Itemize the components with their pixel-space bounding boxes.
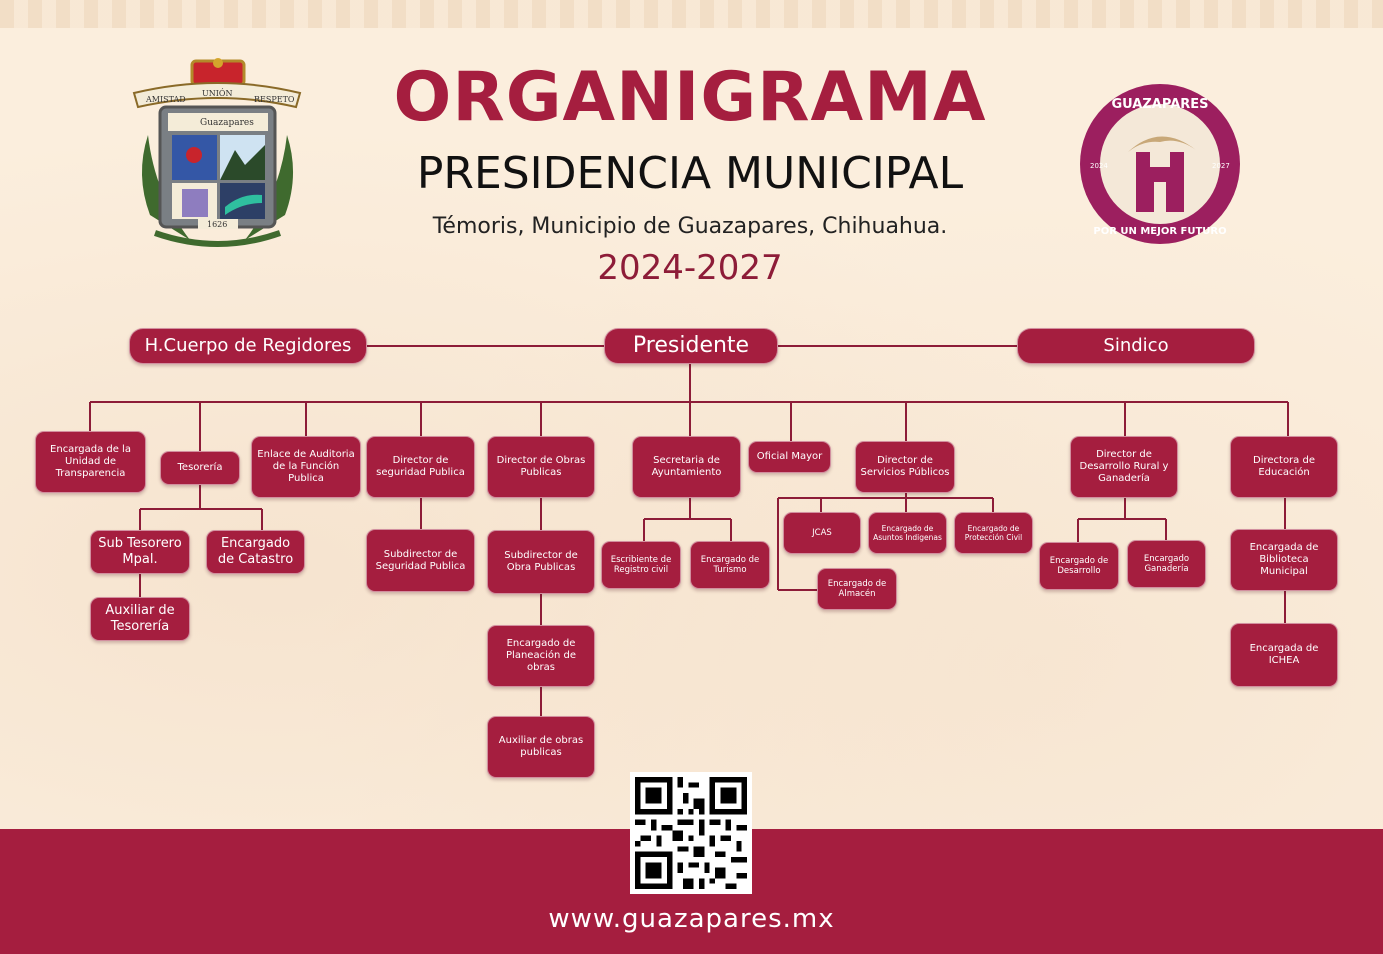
page-subtitle: PRESIDENCIA MUNICIPAL — [416, 148, 964, 199]
node-presidente: Presidente — [604, 328, 778, 364]
svg-text:UNIÓN: UNIÓN — [202, 89, 233, 98]
seal-year-right: 2027 — [1212, 162, 1230, 170]
node-proteccion-civil: Encargado de Protección Civil — [954, 512, 1033, 554]
node-oficial-mayor: Oficial Mayor — [748, 441, 831, 473]
node-almacen: Encargado de Almacén — [817, 568, 897, 610]
svg-text:RESPETO: RESPETO — [254, 95, 295, 104]
node-catastro: Encargado de Catastro — [206, 530, 305, 574]
node-sindico: Sindico — [1017, 328, 1255, 364]
node-registro-civil: Escribiente de Registro civil — [601, 541, 681, 589]
node-biblioteca: Encargada de Biblioteca Municipal — [1230, 529, 1338, 591]
node-auxiliar-obras: Auxiliar de obras publicas — [487, 716, 595, 778]
node-asuntos-indigenas: Encargado de Asuntos Indigenas — [868, 512, 947, 554]
node-subdirector-obras: Subdirector de Obra Publicas — [487, 530, 595, 594]
seal-bottom-text: POR UN MEJOR FUTURO — [1093, 226, 1227, 237]
node-regidores: H.Cuerpo de Regidores — [129, 328, 367, 364]
node-auditoria: Enlace de Auditoria de la Función Publica — [251, 436, 361, 498]
seal-top-text: GUAZAPARES — [1111, 97, 1209, 112]
node-desarrollo-rural: Director de Desarrollo Rural y Ganadería — [1070, 436, 1178, 498]
node-encargado-ganaderia: Encargado Ganadería — [1127, 540, 1206, 588]
node-encargado-desarrollo: Encargado de Desarrollo — [1039, 542, 1119, 590]
qr-code[interactable] — [630, 772, 752, 894]
node-transparencia: Encargada de la Unidad de Transparencia — [35, 431, 146, 493]
svg-text:AMISTAD: AMISTAD — [146, 95, 186, 104]
seal-year-left: 2024 — [1090, 162, 1108, 170]
node-secretaria: Secretaria de Ayuntamiento — [632, 436, 741, 498]
node-sub-tesorero: Sub Tesorero Mpal. — [90, 530, 190, 574]
page-title: ORGANIGRAMA — [393, 58, 987, 137]
node-auxiliar-tesoreria: Auxiliar de Tesorería — [90, 597, 190, 641]
node-jcas: JCAS — [783, 512, 861, 554]
location-text: Témoris, Municipio de Guazapares, Chihuahua. — [432, 214, 948, 239]
website-url[interactable]: www.guazapares.mx — [548, 904, 835, 934]
administration-period: 2024-2027 — [597, 248, 783, 288]
node-tesoreria: Tesorería — [160, 451, 240, 485]
node-educacion: Directora de Educación — [1230, 436, 1338, 498]
node-planeacion: Encargado de Planeación de obras — [487, 625, 595, 687]
node-subdirector-seguridad: Subdirector de Seguridad Publica — [366, 529, 475, 592]
node-servicios: Director de Servicios Públicos — [855, 441, 955, 493]
node-turismo: Encargado de Turismo — [690, 541, 770, 589]
svg-text:Guazapares: Guazapares — [200, 118, 254, 128]
svg-text:1626: 1626 — [207, 220, 228, 229]
node-ichea: Encargada de ICHEA — [1230, 623, 1338, 687]
node-obras: Director de Obras Publicas — [487, 436, 595, 498]
node-seguridad: Director de seguridad Publica — [366, 436, 475, 498]
